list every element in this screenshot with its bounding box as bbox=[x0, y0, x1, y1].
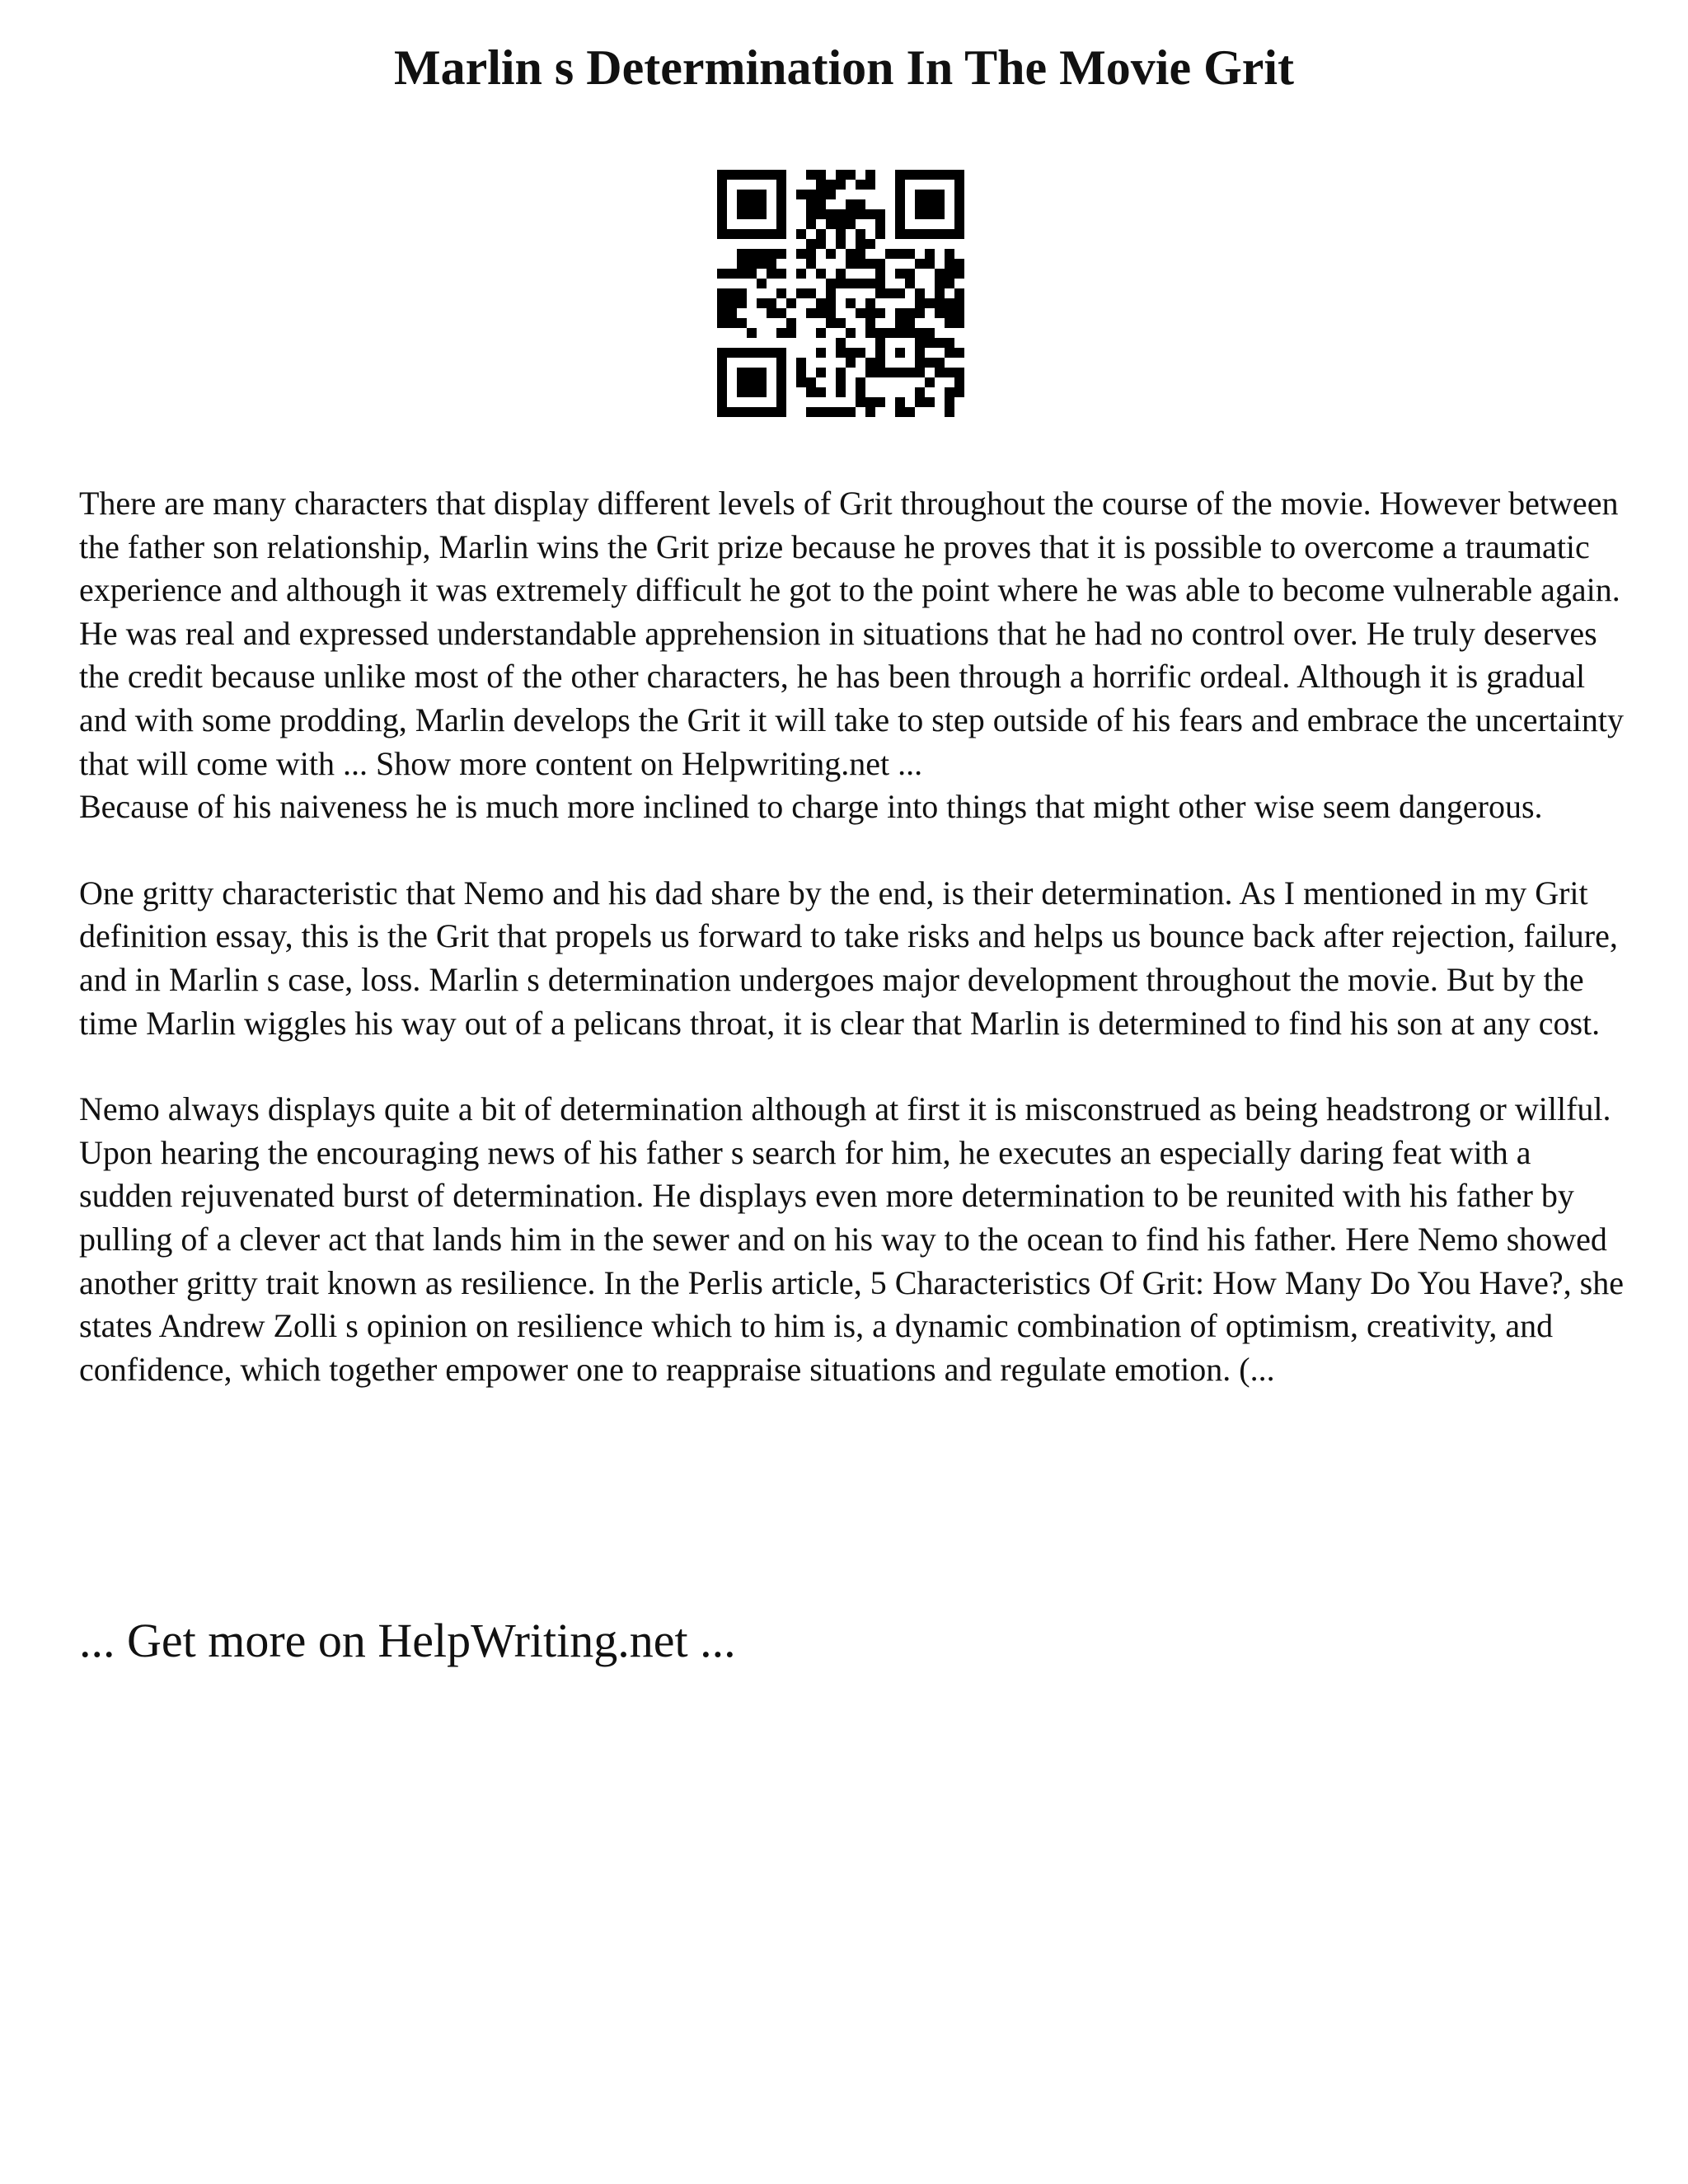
paragraph: There are many characters that display different levels of Grit throughout the course of the movie. However between the father son relationship, Marlin wins the Grit prize because he proves that it is possible to overcome a traumatic experience and although it was extremely difficult he got to the point where he was able to become vulnerable again. He was real and expressed understandable apprehension in situations that he had no control over. He truly deserves the credit because unlike most of the other characters, he has been through a horrific ordeal. Although it is gradual and with some prodding, Marlin develops the Grit it will take to step outside of his fears and embrace the uncertainty that will come with ... Show more content on Helpwriting.net ... bbox=[79, 485, 1624, 782]
paragraph: Nemo always displays quite a bit of determination although at first it is misconstrued as being headstrong or willful. Upon hearing the encouraging news of his father s search for him, he executes an especially daring feat with a sudden rejuvenated burst of determination. He displays even more determination to be reunited with his father by pulling of a clever act that lands him in the sewer and on his way to the ocean to find his father. Here Nemo showed another gritty trait known as resilience. In the Perlis article, 5 Characteristics Of Grit: How Many Do You Have?, she states Andrew Zolli s opinion on resilience which to him is, a dynamic combination of optimism, creativity, and confidence, which together empower one to reappraise situations and regulate emotion. (... bbox=[79, 1090, 1624, 1388]
paragraph: One gritty characteristic that Nemo and his dad share by the end, is their determination. As I mentioned in my Grit definition essay, this is the Grit that propels us forward to take risks and helps us bounce back after rejection, failure, and in Marlin s case, loss. Marlin s determination undergoes major development throughout the movie. But by the time Marlin wiggles his way out of a pelicans throat, it is clear that Marlin is determined to find his son at any cost. bbox=[79, 874, 1618, 1042]
paragraph: Because of his naiveness he is much more inclined to charge into things that might other wise seem dangerous. bbox=[79, 788, 1543, 826]
get-more-link[interactable]: ... Get more on HelpWriting.net ... bbox=[79, 1614, 736, 1667]
page-title: Marlin s Determination In The Movie Grit bbox=[393, 40, 1295, 95]
qr-code-image bbox=[717, 170, 964, 417]
essay-body bbox=[79, 482, 1629, 1391]
